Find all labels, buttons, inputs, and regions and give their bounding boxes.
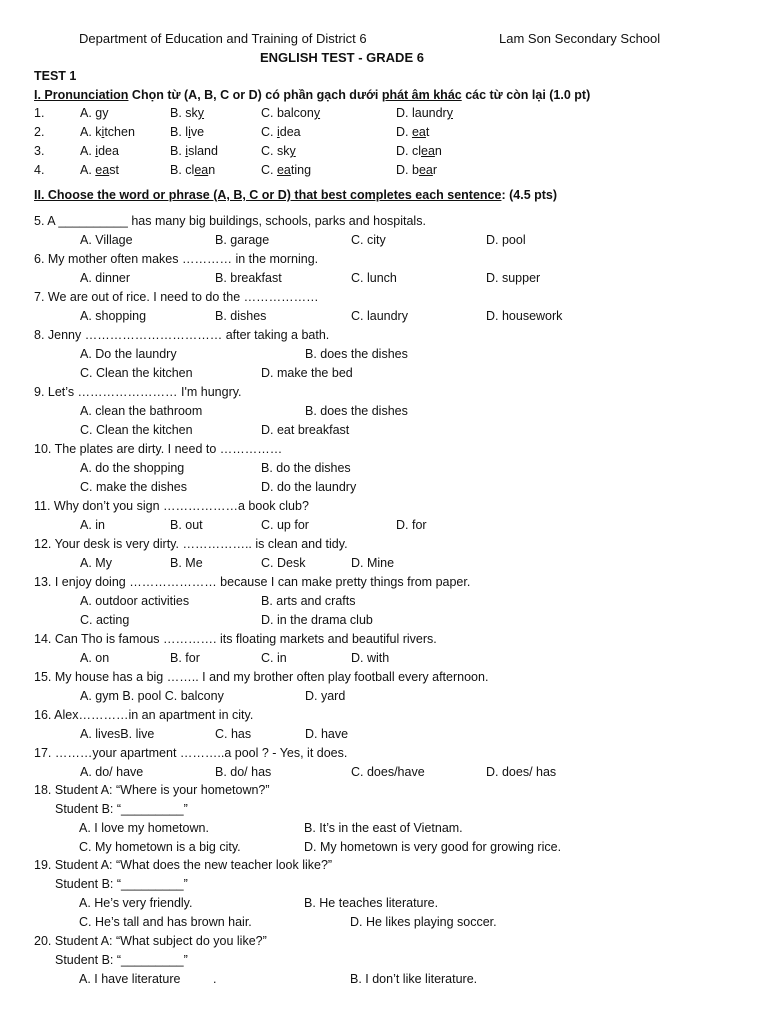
underlined-sound: i [276,125,280,139]
section-1-instruction-underlined: phát âm khác [381,88,462,102]
answer-option[interactable]: D. eat breakfast [261,423,350,437]
pronunciation-question-4 [34,161,734,179]
question-stem: 11. Why don’t you sign ………………a book club? [34,499,309,513]
question-stem: 8. Jenny …………………………… after taking a bath. [34,328,330,342]
dialog-student-b: Student B: “_________” [55,877,188,891]
answer-option[interactable]: D. in the drama club [261,613,373,627]
section-1-instruction: Chọn từ (A, B, C or D) có phần gạch dưới [128,88,382,102]
option-b[interactable]: B. island [170,144,218,158]
answer-option[interactable]: C. make the dishes [80,480,187,494]
answer-option[interactable]: D. pool [486,233,526,247]
question-stem: 13. I enjoy doing ………………… because I can make pretty things from paper. [34,575,471,589]
underlined-sound: y [289,144,296,158]
question-stem: 10. The plates are dirty. I need to …………… [34,442,283,456]
underlined-sound: ea [411,125,426,139]
option-a[interactable]: A. kitchen [80,125,135,139]
answer-option[interactable]: B. garage [215,233,270,247]
answer-option[interactable]: B. does the dishes [305,347,408,361]
answer-option[interactable]: C. He’s tall and has brown hair. [79,915,252,929]
pronunciation-question-1 [34,104,734,122]
question-stem: 14. Can Tho is famous …………. its floating markets and beautiful rivers. [34,632,437,646]
pronunciation-question-2 [34,123,734,141]
question-number: 3. [34,144,45,158]
option-b[interactable]: B. clean [170,163,216,177]
answer-option[interactable]: C. Desk [261,556,306,570]
option-c[interactable]: C. eating [261,163,312,177]
answer-option[interactable]: B. does the dishes [305,404,408,418]
section-1-label: I. Pronunciation [34,88,129,102]
answer-option[interactable]: D. supper [486,271,541,285]
answer-option[interactable]: B. I don’t like literature. [350,972,478,986]
section-2-heading [34,186,557,204]
dialog-student-a: 18. Student A: “Where is your hometown?” [34,783,270,797]
answer-option[interactable]: A. on [80,651,110,665]
question-stem: 9. Let’s …………………… I'm hungry. [34,385,242,399]
question-number: 1. [34,106,45,120]
answer-option[interactable]: C. My hometown is a big city. [79,840,241,854]
underlined-sound: ea [276,163,291,177]
answer-option[interactable]: B. do the dishes [261,461,351,475]
section-2-instruction: II. Choose the word or phrase (A, B, C or D) that best completes each sentence [34,188,502,202]
underlined-sound: i [185,144,189,158]
answer-option[interactable]: D. Mine [351,556,395,570]
answer-option[interactable]: B. Me [170,556,203,570]
dialog-student-b: Student B: “_________” [55,953,188,967]
underlined-sound: y [446,106,453,120]
answer-option[interactable]: A. I have literature [79,972,181,986]
option-d[interactable]: D. eat [396,125,430,139]
option-a[interactable]: A. gy [80,106,109,120]
answer-option[interactable]: A. clean the bathroom [80,404,203,418]
dialog-student-a: 20. Student A: “What subject do you like?” [34,934,267,948]
question-stem: 6. My mother often makes ………… in the morning. [34,252,319,266]
answer-option[interactable]: C. Clean the kitchen [80,423,193,437]
answer-option[interactable]: D. does/ has [486,765,557,779]
underlined-sound: i [95,144,99,158]
answer-option[interactable]: B. do/ has [215,765,272,779]
pronunciation-question-3 [34,142,734,160]
answer-option[interactable]: A. I love my hometown. [79,821,209,835]
answer-option[interactable]: B. dishes [215,309,267,323]
question-stem: 12. Your desk is very dirty. …………….. is clean and tidy. [34,537,348,551]
answer-option[interactable]: C. up for [261,518,309,532]
answer-option[interactable]: C. laundry [351,309,408,323]
answer-option[interactable]: D. with [351,651,390,665]
underlined-sound: ea [418,163,433,177]
answer-option[interactable]: C. in [261,651,287,665]
option-c[interactable]: C. balcony [261,106,321,120]
answer-option[interactable]: A. gym B. pool C. balcony [80,689,224,703]
question-stem: 15. My house has a big …….. I and my brother often play football every afternoon. [34,670,489,684]
section-1-points: các từ còn lại (1.0 pt) [461,88,591,102]
department-heading: Department of Education and Training of District 6 [79,31,367,46]
underlined-sound: i [101,125,105,139]
answer-option[interactable]: A. My [80,556,112,570]
answer-option[interactable]: A. livesB. live [80,727,155,741]
answer-option[interactable]: A. do the shopping [80,461,185,475]
option-d[interactable]: D. bear [396,163,438,177]
question-stem: 17. ………your apartment ………..a pool ? - Yes, it does. [34,746,348,760]
answer-option[interactable]: B. out [170,518,203,532]
school-name: Lam Son Secondary School [499,31,661,46]
option-d[interactable]: D. laundry [396,106,453,120]
answer-option[interactable]: B. He teaches literature. [304,896,439,910]
answer-option[interactable]: B. It’s in the east of Vietnam. [304,821,463,835]
answer-option[interactable]: D. He likes playing soccer. [350,915,497,929]
answer-option[interactable]: B. for [170,651,200,665]
option-a[interactable]: A. idea [80,144,119,158]
answer-option[interactable]: A. shopping [80,309,147,323]
answer-option[interactable]: C. acting [80,613,130,627]
answer-option[interactable]: D. for [396,518,427,532]
answer-option[interactable]: A. dinner [80,271,131,285]
answer-option[interactable]: . [213,972,217,986]
answer-option[interactable]: A. Do the laundry [80,347,177,361]
answer-option[interactable]: C. Clean the kitchen [80,366,193,380]
answer-option[interactable]: D. housework [486,309,563,323]
answer-option[interactable]: A. in [80,518,106,532]
test-number: TEST 1 [34,69,77,83]
answer-option[interactable]: A. He’s very friendly. [79,896,193,910]
section-2-points: : (4.5 pts) [501,188,558,202]
underlined-sound: g [95,106,103,120]
option-b[interactable]: B. sky [170,106,205,120]
section-1-heading [34,86,590,104]
underlined-sound: ea [95,163,110,177]
answer-option[interactable]: C. city [351,233,386,247]
answer-option[interactable]: C. lunch [351,271,397,285]
answer-option[interactable]: D. do the laundry [261,480,357,494]
option-c[interactable]: C. idea [261,125,301,139]
dialog-student-b: Student B: “_________” [55,802,188,816]
question-stem: 5. A __________ has many big buildings, schools, parks and hospitals. [34,214,426,228]
test-title: ENGLISH TEST - GRADE 6 [260,50,424,65]
option-c[interactable]: C. sky [261,144,296,158]
answer-option[interactable]: D. yard [305,689,346,703]
answer-option[interactable]: B. arts and crafts [261,594,356,608]
question-number: 2. [34,125,45,139]
underlined-sound: y [313,106,321,120]
answer-option[interactable]: A. do/ have [80,765,144,779]
answer-option[interactable]: A. outdoor activities [80,594,190,608]
option-d[interactable]: D. clean [396,144,442,158]
underlined-sound: i [188,125,191,139]
option-a[interactable]: A. east [80,163,119,177]
underlined-sound: ea [421,144,435,158]
answer-option[interactable]: D. My hometown is very good for growing rice. [304,840,562,854]
answer-option[interactable]: C. has [215,727,252,741]
question-number: 4. [34,163,45,177]
answer-option[interactable]: A. Village [80,233,133,247]
answer-option[interactable]: B. breakfast [215,271,282,285]
dialog-student-a: 19. Student A: “What does the new teacher look like?” [34,858,333,872]
answer-option[interactable]: D. make the bed [261,366,353,380]
answer-option[interactable]: D. have [305,727,349,741]
underlined-sound: ea [194,163,209,177]
option-b[interactable]: B. live [170,125,205,139]
underlined-sound: y [197,106,205,120]
question-stem: 7. We are out of rice. I need to do the ……………… [34,290,319,304]
question-stem: 16. Alex…………in an apartment in city. [34,708,254,722]
answer-option[interactable]: C. does/have [351,765,425,779]
